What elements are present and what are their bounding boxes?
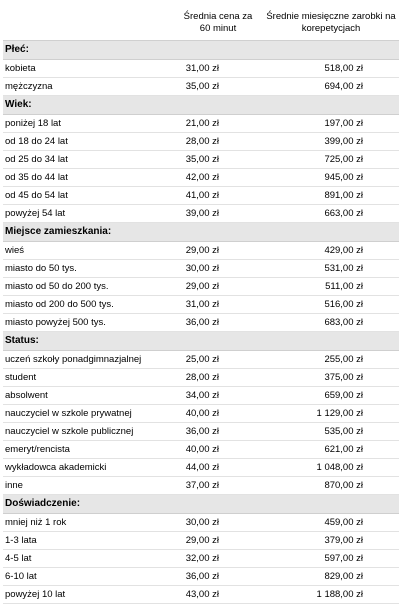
table-row <box>3 459 399 477</box>
table-row <box>3 296 399 314</box>
income-cell: 197,00 zł <box>324 118 363 129</box>
income-cell: 597,00 zł <box>324 553 363 564</box>
income-cell: 945,00 zł <box>324 172 363 183</box>
table-row <box>3 205 399 223</box>
row-label: kobieta <box>5 63 36 74</box>
section-heading: Płeć: <box>3 41 399 60</box>
table-row <box>3 169 399 187</box>
table-row <box>3 115 399 133</box>
table-row <box>3 78 399 96</box>
data-table <box>3 0 399 604</box>
row-label: 6-10 lat <box>5 571 37 582</box>
row-label: absolwent <box>5 390 48 401</box>
table-row <box>3 351 399 369</box>
price-cell: 29,00 zł <box>185 245 219 256</box>
price-cell: 40,00 zł <box>185 444 219 455</box>
income-cell: 531,00 zł <box>324 263 363 274</box>
row-label: powyżej 10 lat <box>5 589 66 600</box>
price-cell: 37,00 zł <box>185 480 219 491</box>
income-cell: 694,00 zł <box>324 81 363 92</box>
row-label: od 35 do 44 lat <box>5 172 68 183</box>
income-cell: 518,00 zł <box>324 63 363 74</box>
row-label: od 25 do 34 lat <box>5 154 68 165</box>
price-cell: 30,00 zł <box>185 517 219 528</box>
row-label: student <box>5 372 37 383</box>
income-cell: 1 188,00 zł <box>316 589 363 600</box>
price-cell: 21,00 zł <box>185 118 219 129</box>
table-row <box>3 133 399 151</box>
row-label: powyżej 54 lat <box>5 208 66 219</box>
header-average-income: Średnie miesięczne zarobki na korepetycjach <box>266 11 396 34</box>
table-row <box>3 369 399 387</box>
price-cell: 36,00 zł <box>185 571 219 582</box>
income-cell: 1 129,00 zł <box>316 408 363 419</box>
price-cell: 25,00 zł <box>185 354 219 365</box>
table-body <box>3 41 399 604</box>
table-row <box>3 477 399 495</box>
table-row <box>3 187 399 205</box>
table-row <box>3 532 399 550</box>
section-heading: Doświadczenie: <box>3 495 399 514</box>
row-label: od 45 do 54 lat <box>5 190 68 201</box>
row-label: emeryt/rencista <box>5 444 70 455</box>
income-cell: 683,00 zł <box>324 317 363 328</box>
price-cell: 32,00 zł <box>185 553 219 564</box>
table-row <box>3 278 399 296</box>
price-cell: 44,00 zł <box>185 462 219 473</box>
price-cell: 31,00 zł <box>185 63 219 74</box>
price-cell: 31,00 zł <box>185 299 219 310</box>
table-row <box>3 441 399 459</box>
price-cell: 39,00 zł <box>185 208 219 219</box>
income-cell: 516,00 zł <box>324 299 363 310</box>
table-row <box>3 514 399 532</box>
section-heading: Status: <box>3 332 399 351</box>
price-cell: 34,00 zł <box>185 390 219 401</box>
price-cell: 40,00 zł <box>185 408 219 419</box>
income-cell: 459,00 zł <box>324 517 363 528</box>
table-row <box>3 151 399 169</box>
row-label: nauczyciel w szkole publicznej <box>5 426 134 437</box>
price-cell: 35,00 zł <box>185 154 219 165</box>
row-label: miasto powyżej 500 tys. <box>5 317 106 328</box>
row-label: uczeń szkoły ponadgimnazjalnej <box>5 354 142 365</box>
income-cell: 429,00 zł <box>324 245 363 256</box>
income-cell: 891,00 zł <box>324 190 363 201</box>
row-label: nauczyciel w szkole prywatnej <box>5 408 132 419</box>
price-cell: 30,00 zł <box>185 263 219 274</box>
income-cell: 375,00 zł <box>324 372 363 383</box>
row-label: 4-5 lat <box>5 553 32 564</box>
section-heading: Wiek: <box>3 96 399 115</box>
income-cell: 870,00 zł <box>324 480 363 491</box>
income-cell: 379,00 zł <box>324 535 363 546</box>
row-label: miasto od 200 do 500 tys. <box>5 299 114 310</box>
price-cell: 35,00 zł <box>185 81 219 92</box>
table-row <box>3 242 399 260</box>
table-row <box>3 550 399 568</box>
price-cell: 28,00 zł <box>185 372 219 383</box>
table-row <box>3 423 399 441</box>
income-cell: 829,00 zł <box>324 571 363 582</box>
table-row <box>3 314 399 332</box>
table-row <box>3 60 399 78</box>
row-label: inne <box>5 480 23 491</box>
income-cell: 255,00 zł <box>324 354 363 365</box>
row-label: wieś <box>5 245 25 256</box>
section-heading: Miejsce zamieszkania: <box>3 223 399 242</box>
income-cell: 1 048,00 zł <box>316 462 363 473</box>
price-cell: 43,00 zł <box>185 589 219 600</box>
row-label: miasto od 50 do 200 tys. <box>5 281 109 292</box>
row-label: wykładowca akademicki <box>5 462 107 473</box>
table-row <box>3 260 399 278</box>
income-cell: 399,00 zł <box>324 136 363 147</box>
row-label: poniżej 18 lat <box>5 118 61 129</box>
price-cell: 36,00 zł <box>185 426 219 437</box>
income-cell: 535,00 zł <box>324 426 363 437</box>
row-label: miasto do 50 tys. <box>5 263 77 274</box>
price-cell: 41,00 zł <box>185 190 219 201</box>
table-row <box>3 405 399 423</box>
income-cell: 663,00 zł <box>324 208 363 219</box>
row-label: 1-3 lata <box>5 535 37 546</box>
table-row <box>3 387 399 405</box>
header-average-price: Średnia cena za 60 minut <box>183 11 253 34</box>
price-cell: 42,00 zł <box>185 172 219 183</box>
row-label: od 18 do 24 lat <box>5 136 68 147</box>
income-cell: 725,00 zł <box>324 154 363 165</box>
row-label: mniej niż 1 rok <box>5 517 67 528</box>
table-row <box>3 568 399 586</box>
income-cell: 621,00 zł <box>324 444 363 455</box>
price-cell: 29,00 zł <box>185 281 219 292</box>
income-cell: 511,00 zł <box>325 281 363 292</box>
table-header <box>3 0 399 41</box>
price-cell: 36,00 zł <box>185 317 219 328</box>
income-cell: 659,00 zł <box>324 390 363 401</box>
price-cell: 28,00 zł <box>185 136 219 147</box>
price-cell: 29,00 zł <box>185 535 219 546</box>
table-row <box>3 586 399 604</box>
row-label: mężczyzna <box>5 81 53 92</box>
